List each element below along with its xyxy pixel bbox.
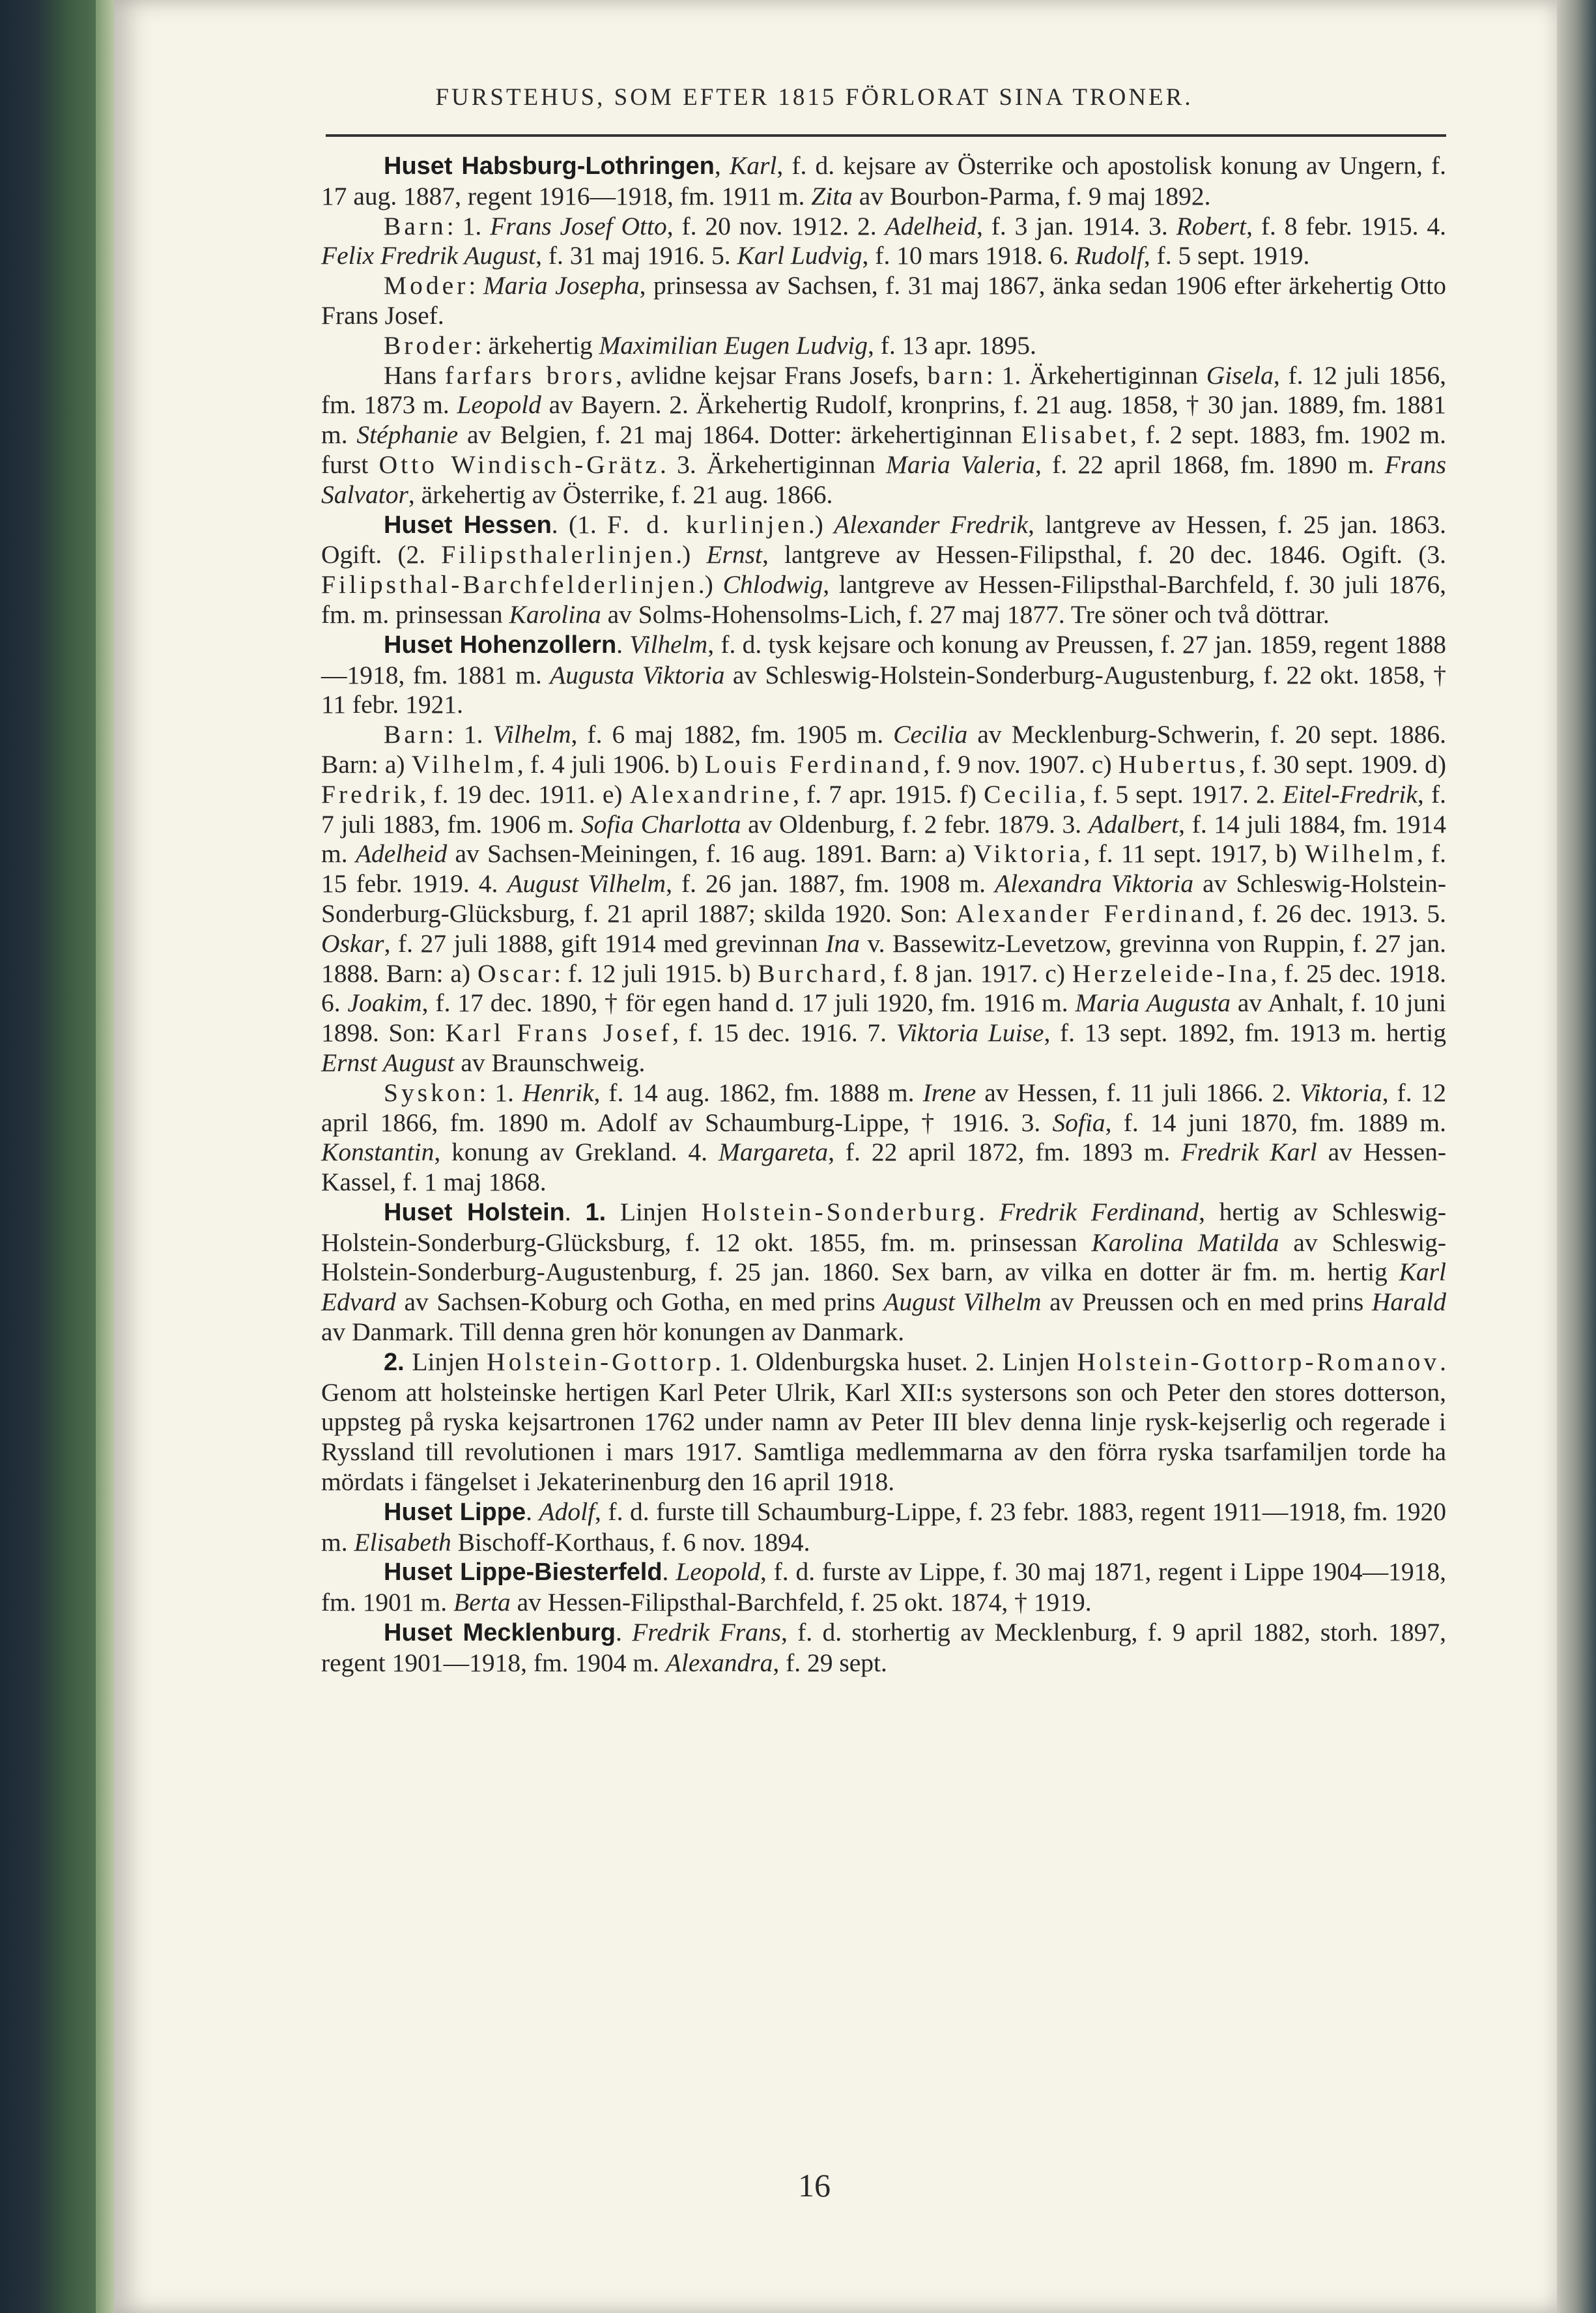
- spaced-text: Burchard: [758, 958, 880, 988]
- italic-name: Alexander Fredrik: [834, 510, 1028, 539]
- italic-name: Robert: [1176, 211, 1247, 240]
- text-run: .: [978, 1197, 999, 1226]
- text-run: Bischoff-Korthaus, f. 6 nov. 1894.: [451, 1527, 810, 1557]
- spaced-text: Hubertus: [1118, 749, 1239, 779]
- text-run: ,: [714, 151, 730, 180]
- italic-name: Harald: [1371, 1287, 1446, 1317]
- paragraph: [321, 361, 1446, 510]
- italic-name: Karl Edvard: [321, 1257, 1446, 1317]
- italic-name: Viktoria: [1300, 1078, 1382, 1107]
- entry-heading: Huset Hessen: [384, 511, 552, 539]
- spaced-text: Barn: [384, 720, 447, 749]
- text-run: av Danmark. Till denna gren hör konungen av Danmark.: [321, 1317, 905, 1347]
- italic-name: Fredrik Frans: [632, 1618, 781, 1647]
- spaced-text: Wilhelm: [1305, 839, 1417, 869]
- text-run: .: [526, 1497, 539, 1526]
- italic-name: Adelheid: [885, 211, 976, 240]
- text-run: , f. 12 juli 1856, fm. 1873 m.: [321, 360, 1447, 420]
- spaced-text: Oscar: [477, 958, 554, 988]
- italic-name: Karl: [729, 151, 777, 180]
- text-run: , f. 14 juli 1884, fm. 1914 m.: [321, 809, 1446, 869]
- spaced-text: Fredrik: [321, 779, 420, 809]
- italic-name: Irene: [922, 1078, 976, 1107]
- text-run: , f. d. furste till Schaumburg-Lippe, f. 23 febr. 1883, regent 1911—1918, fm. 1920 m.: [321, 1497, 1447, 1557]
- paragraph: [321, 720, 1446, 1078]
- paragraph: [321, 151, 1446, 212]
- paragraph: [321, 1618, 1446, 1678]
- text-run: , f. 29 sept.: [773, 1648, 887, 1677]
- text-run: Linjen: [606, 1197, 702, 1226]
- text-run: .: [615, 1618, 633, 1647]
- text-run: av Solms-Hohensolms-Lich, f. 27 maj 1877. Tre söner och två döttrar.: [601, 599, 1330, 629]
- spaced-text: Barn: [384, 211, 447, 240]
- italic-name: Viktoria Luise: [896, 1018, 1044, 1048]
- spaced-text: Cecilia: [984, 779, 1080, 809]
- text-run: : 1.: [446, 211, 491, 240]
- text-run: : 1.: [479, 1078, 522, 1107]
- text-run: av Schleswig-Holstein-Sonderburg-Augustenburg, f. 22 okt. 1858, † 11 febr. 1921.: [321, 660, 1447, 719]
- text-run: , lantgreve av Hessen, f. 25 jan. 1863. Ogift. (2.: [321, 510, 1446, 569]
- text-run: av Schleswig-Holstein-Sonderburg-Glücksburg, f. 21 april 1887; skilda 1920. Son:: [321, 869, 1447, 928]
- entry-heading: Huset Hohenzollern: [384, 631, 617, 659]
- text-run: av Mecklenburg-Schwerin, f. 20 sept. 1886. Barn: a): [321, 720, 1446, 779]
- text-run: , f. d. tysk kejsare och konung av Preussen, f. 27 jan. 1859, regent 1888—1918, fm. 1881 m.: [321, 629, 1446, 689]
- italic-name: Adelheid: [355, 839, 448, 869]
- italic-name: Oskar: [321, 928, 384, 958]
- italic-name: Karolina Matilda: [1091, 1228, 1279, 1257]
- paragraph: [321, 630, 1446, 720]
- text-run: : 1. Ärkehertiginnan: [986, 360, 1206, 390]
- text-run: av Braunschweig.: [454, 1048, 646, 1077]
- entry-heading: Huset Lippe-Biesterfeld: [384, 1559, 663, 1587]
- text-run: .: [564, 1197, 586, 1226]
- italic-name: Stéphanie: [356, 420, 459, 450]
- text-run: , f. 4 juli 1906. b): [517, 749, 705, 779]
- italic-name: Fredrik Ferdinand: [999, 1197, 1199, 1226]
- text-run: : ärkehertig: [474, 330, 599, 360]
- entry-heading: 1.: [585, 1198, 606, 1226]
- paragraph: [321, 1198, 1446, 1347]
- text-run: . (1.: [551, 510, 608, 539]
- italic-name: Sofia: [1052, 1108, 1105, 1137]
- paragraph: [321, 510, 1446, 630]
- italic-name: Frans Salvator: [321, 450, 1446, 509]
- text-run: av Bayern. 2. Ärkehertig Rudolf, kronprins, f. 21 aug. 1858, † 30 jan. 1889, fm. 1881 m.: [321, 390, 1446, 450]
- text-run: , f. 15 dec. 1916. 7.: [672, 1018, 896, 1048]
- italic-name: Alexandra: [665, 1648, 773, 1677]
- italic-name: Vilhelm: [492, 720, 571, 749]
- spaced-text: Louis Ferdinand: [704, 749, 924, 779]
- text-run: , ärkehertig av Österrike, f. 21 aug. 1866.: [408, 480, 833, 509]
- text-run: , f. 5 sept. 1919.: [1143, 241, 1310, 270]
- spaced-text: Vilhelm: [411, 749, 517, 779]
- spaced-text: Holstein-Gottorp-Romanov: [1077, 1347, 1440, 1376]
- text-run: av Sachsen-Meiningen, f. 16 aug. 1891. Barn: a): [447, 839, 974, 869]
- text-run: , f. 13 apr. 1895.: [868, 330, 1036, 360]
- italic-name: Adalbert: [1088, 809, 1179, 839]
- italic-name: Vilhelm: [629, 629, 708, 659]
- page-right-edge: [1557, 0, 1596, 2313]
- text-run: , lantgreve av Hessen-Filipsthal-Barchfeld, f. 30 juli 1876, fm. m. prinsessan: [321, 570, 1446, 629]
- text-run: , f. 30 sept. 1909. d): [1238, 749, 1446, 779]
- entry-heading: Huset Holstein: [384, 1198, 565, 1226]
- text-run: , f. d. storhertig av Mecklenburg, f. 9 april 1882, storh. 1897, regent 1901—1918, fm. 1904 m.: [321, 1618, 1446, 1677]
- italic-name: Augusta Viktoria: [550, 660, 725, 689]
- italic-name: Leopold: [457, 390, 541, 420]
- text-run: .: [616, 629, 630, 659]
- text-run: av Preussen och en med prins: [1041, 1287, 1372, 1317]
- header-rule: [326, 134, 1446, 137]
- spaced-text: Viktoria: [973, 839, 1084, 869]
- spaced-text: Alexandrine: [629, 779, 793, 809]
- spaced-text: Herzeleide-Ina: [1072, 958, 1271, 988]
- text-run: , f. 19 dec. 1911. e): [420, 779, 630, 809]
- text-run: , f. 22 april 1868, fm. 1890 m.: [1035, 450, 1385, 479]
- italic-name: Henrik: [522, 1078, 594, 1107]
- italic-name: Maria Valeria: [885, 450, 1036, 479]
- entry-heading: Huset Mecklenburg: [384, 1619, 616, 1647]
- book-binding: [0, 0, 114, 2313]
- italic-name: Felix Fredrik August: [321, 241, 536, 270]
- text-run: , f. 2 sept. 1883, fm. 1902 m. furst: [321, 420, 1446, 479]
- text-run: av Bourbon-Parma, f. 9 maj 1892.: [852, 181, 1211, 210]
- text-run: , f. 14 juni 1870, fm. 1889 m.: [1105, 1108, 1446, 1137]
- italic-name: Rudolf: [1075, 241, 1144, 270]
- spaced-text: Filipsthalerlinjen: [441, 540, 676, 569]
- text-run: , f. 8 jan. 1917. c): [879, 958, 1072, 988]
- italic-name: Eitel-Fredrik: [1282, 779, 1418, 809]
- text-run: av Hessen, f. 11 juli 1866. 2.: [976, 1078, 1300, 1107]
- text-run: , f. 8 febr. 1915. 4.: [1246, 211, 1446, 240]
- text-run: , f. 25 dec. 1918. 6.: [321, 958, 1446, 1018]
- paragraph: [321, 212, 1446, 272]
- text-run: , lantgreve av Hessen-Filipsthal, f. 20 dec. 1846. Ogift. (3.: [762, 540, 1446, 569]
- entry-heading: Huset Habsburg-Lothringen: [384, 152, 715, 180]
- text-run: . 3. Ärkehertiginnan: [660, 450, 886, 479]
- text-run: , f. 5 sept. 1917. 2.: [1079, 779, 1283, 809]
- text-run: , f. 6 maj 1882, fm. 1905 m.: [571, 720, 894, 749]
- text-run: , f. 15 febr. 1919. 4.: [321, 839, 1447, 898]
- paragraph: [321, 331, 1446, 361]
- paragraph: [321, 1078, 1446, 1198]
- text-run: .): [698, 570, 723, 599]
- text-run: , f. 22 april 1872, fm. 1893 m.: [828, 1138, 1182, 1167]
- spaced-text: Filipsthal-Barchfelderlinjen: [321, 570, 698, 599]
- text-run: av Belgien, f. 21 maj 1864. Dotter: ärkehertiginnan: [458, 420, 1021, 450]
- italic-name: Ernst: [706, 540, 763, 569]
- entry-heading: Huset Lippe: [384, 1498, 526, 1526]
- page-number: 16: [798, 2167, 831, 2204]
- italic-name: Gisela: [1206, 360, 1274, 390]
- text-run: , f. 26 dec. 1913. 5.: [1237, 898, 1447, 928]
- text-run: , f. 12 april 1866, fm. 1890 m. Adolf av Schaumburg-Lippe, † 1916. 3.: [321, 1078, 1446, 1137]
- text-run: , f. 26 jan. 1887, fm. 1908 m.: [666, 869, 995, 898]
- text-run: : 1.: [446, 720, 493, 749]
- italic-name: Karolina: [509, 599, 601, 629]
- text-run: .): [808, 510, 834, 539]
- spaced-text: Alexander Ferdinand: [956, 898, 1238, 928]
- text-run: av Sachsen-Koburg och Gotha, en med prins: [395, 1287, 884, 1317]
- spaced-text: Syskon: [384, 1078, 479, 1107]
- italic-name: Adolf: [539, 1497, 595, 1526]
- text-run: .: [662, 1557, 676, 1587]
- text-run: , f. 9 nov. 1907. c): [923, 749, 1119, 779]
- spaced-text: Moder: [384, 271, 469, 300]
- text-run: , f. 14 aug. 1862, fm. 1888 m.: [593, 1078, 923, 1107]
- text-run: . Genom att holsteinske hertigen Karl Peter Ulrik, Karl XII:s systersons son och Peter den stores dotterson, uppsteg på ryska kejsartronen 1762 under namn av Peter III blev denna linje rysk-kejserlig och regerade i Ryssland till revolutionen i mars 1917. Samtliga medlemmarna av den förra ryska tsarfamiljen torde ha mördats i fängelset i Jekaterinenburg den 16 april 1918.: [321, 1347, 1446, 1497]
- italic-name: August Vilhelm: [883, 1287, 1042, 1317]
- paragraph: [321, 1557, 1446, 1618]
- entry-heading: 2.: [384, 1348, 405, 1376]
- text-run: , hertig av Schleswig-Holstein-Sonderburg-Glücksburg, f. 12 okt. 1855, fm. m. prinsessan: [321, 1197, 1446, 1257]
- text-run: av Anhalt, f. 10 juni 1898. Son:: [321, 988, 1447, 1048]
- body-text: [321, 151, 1446, 1678]
- italic-name: Konstantin: [321, 1138, 435, 1167]
- text-run: , f. 7 juli 1883, fm. 1906 m.: [321, 779, 1446, 839]
- italic-name: Maria Augusta: [1075, 988, 1231, 1018]
- spaced-text: Otto Windisch-Grätz: [378, 450, 660, 479]
- italic-name: Sofia Charlotta: [580, 809, 741, 839]
- italic-name: Frans Josef Otto: [490, 211, 667, 240]
- binding-edge: [96, 0, 114, 2313]
- text-run: v. Bassewitz-Levetzow, grevinna von Ruppin, f. 27 jan. 1888. Barn: a): [321, 928, 1446, 988]
- text-run: av Oldenburg, f. 2 febr. 1879. 3.: [741, 809, 1089, 839]
- text-run: Linjen: [404, 1347, 487, 1376]
- italic-name: Leopold: [676, 1557, 760, 1587]
- spaced-text: Karl Frans Josef: [445, 1018, 673, 1048]
- text-run: , f. 31 maj 1916. 5.: [535, 241, 737, 270]
- text-run: , f. d. furste av Lippe, f. 30 maj 1871, regent i Lippe 1904—1918, fm. 1901 m.: [321, 1557, 1446, 1617]
- spaced-text: barn: [927, 360, 986, 390]
- text-run: .): [676, 540, 707, 569]
- spaced-text: Elisabet: [1021, 420, 1131, 450]
- spaced-text: F. d. kurlinjen: [607, 510, 808, 539]
- text-run: Hans: [384, 360, 445, 390]
- text-run: , f. d. kejsare av Österrike och apostolisk konung av Ungern, f. 17 aug. 1887, regent 1916—1918, fm. 1911 m.: [321, 151, 1446, 210]
- spaced-text: farfars brors: [444, 360, 616, 390]
- text-run: av Hessen-Filipsthal-Barchfeld, f. 25 okt. 1874, † 1919.: [510, 1588, 1092, 1617]
- text-run: , konung av Grekland. 4.: [434, 1138, 719, 1167]
- text-run: , f. 13 sept. 1892, fm. 1913 m. hertig: [1044, 1018, 1446, 1048]
- italic-name: Joakim: [347, 988, 422, 1018]
- running-head: FURSTEHUS, SOM EFTER 1815 FÖRLORAT SINA TRONER.: [435, 84, 1193, 111]
- italic-name: Zita: [811, 181, 853, 210]
- italic-name: Maximilian Eugen Ludvig: [599, 330, 868, 360]
- italic-name: Chlodwig: [722, 570, 823, 599]
- text-run: , f. 17 dec. 1890, † för egen hand d. 17 juli 1920, fm. 1916 m.: [421, 988, 1076, 1018]
- text-run: , prinsessa av Sachsen, f. 31 maj 1867, änka sedan 1906 efter ärkehertig Otto Frans Josef.: [321, 271, 1446, 330]
- italic-name: Ina: [825, 928, 860, 958]
- text-run: av Hessen-Kassel, f. 1 maj 1868.: [321, 1138, 1446, 1197]
- spaced-text: Broder: [384, 330, 475, 360]
- italic-name: August Vilhelm: [507, 869, 666, 898]
- italic-name: Cecilia: [893, 720, 968, 749]
- text-run: : f. 12 juli 1915. b): [554, 958, 758, 988]
- text-run: , f. 11 sept. 1917, b): [1083, 839, 1305, 869]
- text-run: , f. 10 mars 1918. 6.: [862, 241, 1076, 270]
- text-run: , f. 27 juli 1888, gift 1914 med grevinnan: [384, 928, 826, 958]
- italic-name: Berta: [453, 1588, 511, 1617]
- italic-name: Maria Josepha: [483, 271, 640, 300]
- italic-name: Margareta: [718, 1138, 829, 1167]
- paragraph: [321, 1347, 1446, 1497]
- paragraph: [321, 1497, 1446, 1558]
- spaced-text: Holstein-Sonderburg: [701, 1197, 979, 1226]
- text-run: , f. 7 apr. 1915. f): [792, 779, 984, 809]
- italic-name: Fredrik Karl: [1181, 1138, 1317, 1167]
- text-run: , f. 3 jan. 1914. 3.: [976, 211, 1176, 240]
- paragraph: [321, 271, 1446, 331]
- text-run: av Schleswig-Holstein-Sonderburg-Augustenburg, f. 25 jan. 1860. Sex barn, av vilka en dotter är fm. m. hertig: [321, 1228, 1446, 1287]
- italic-name: Ernst August: [321, 1048, 455, 1077]
- text-run: , avlidne kejsar Frans Josefs,: [616, 360, 928, 390]
- text-run: , f. 20 nov. 1912. 2.: [666, 211, 885, 240]
- italic-name: Elisabeth: [354, 1527, 451, 1557]
- spaced-text: Holstein-Gottorp: [487, 1347, 715, 1376]
- text-run: :: [468, 271, 483, 300]
- italic-name: Karl Ludvig: [737, 241, 862, 270]
- italic-name: Alexandra Viktoria: [995, 869, 1194, 898]
- text-run: . 1. Oldenburgska huset. 2. Linjen: [715, 1347, 1077, 1376]
